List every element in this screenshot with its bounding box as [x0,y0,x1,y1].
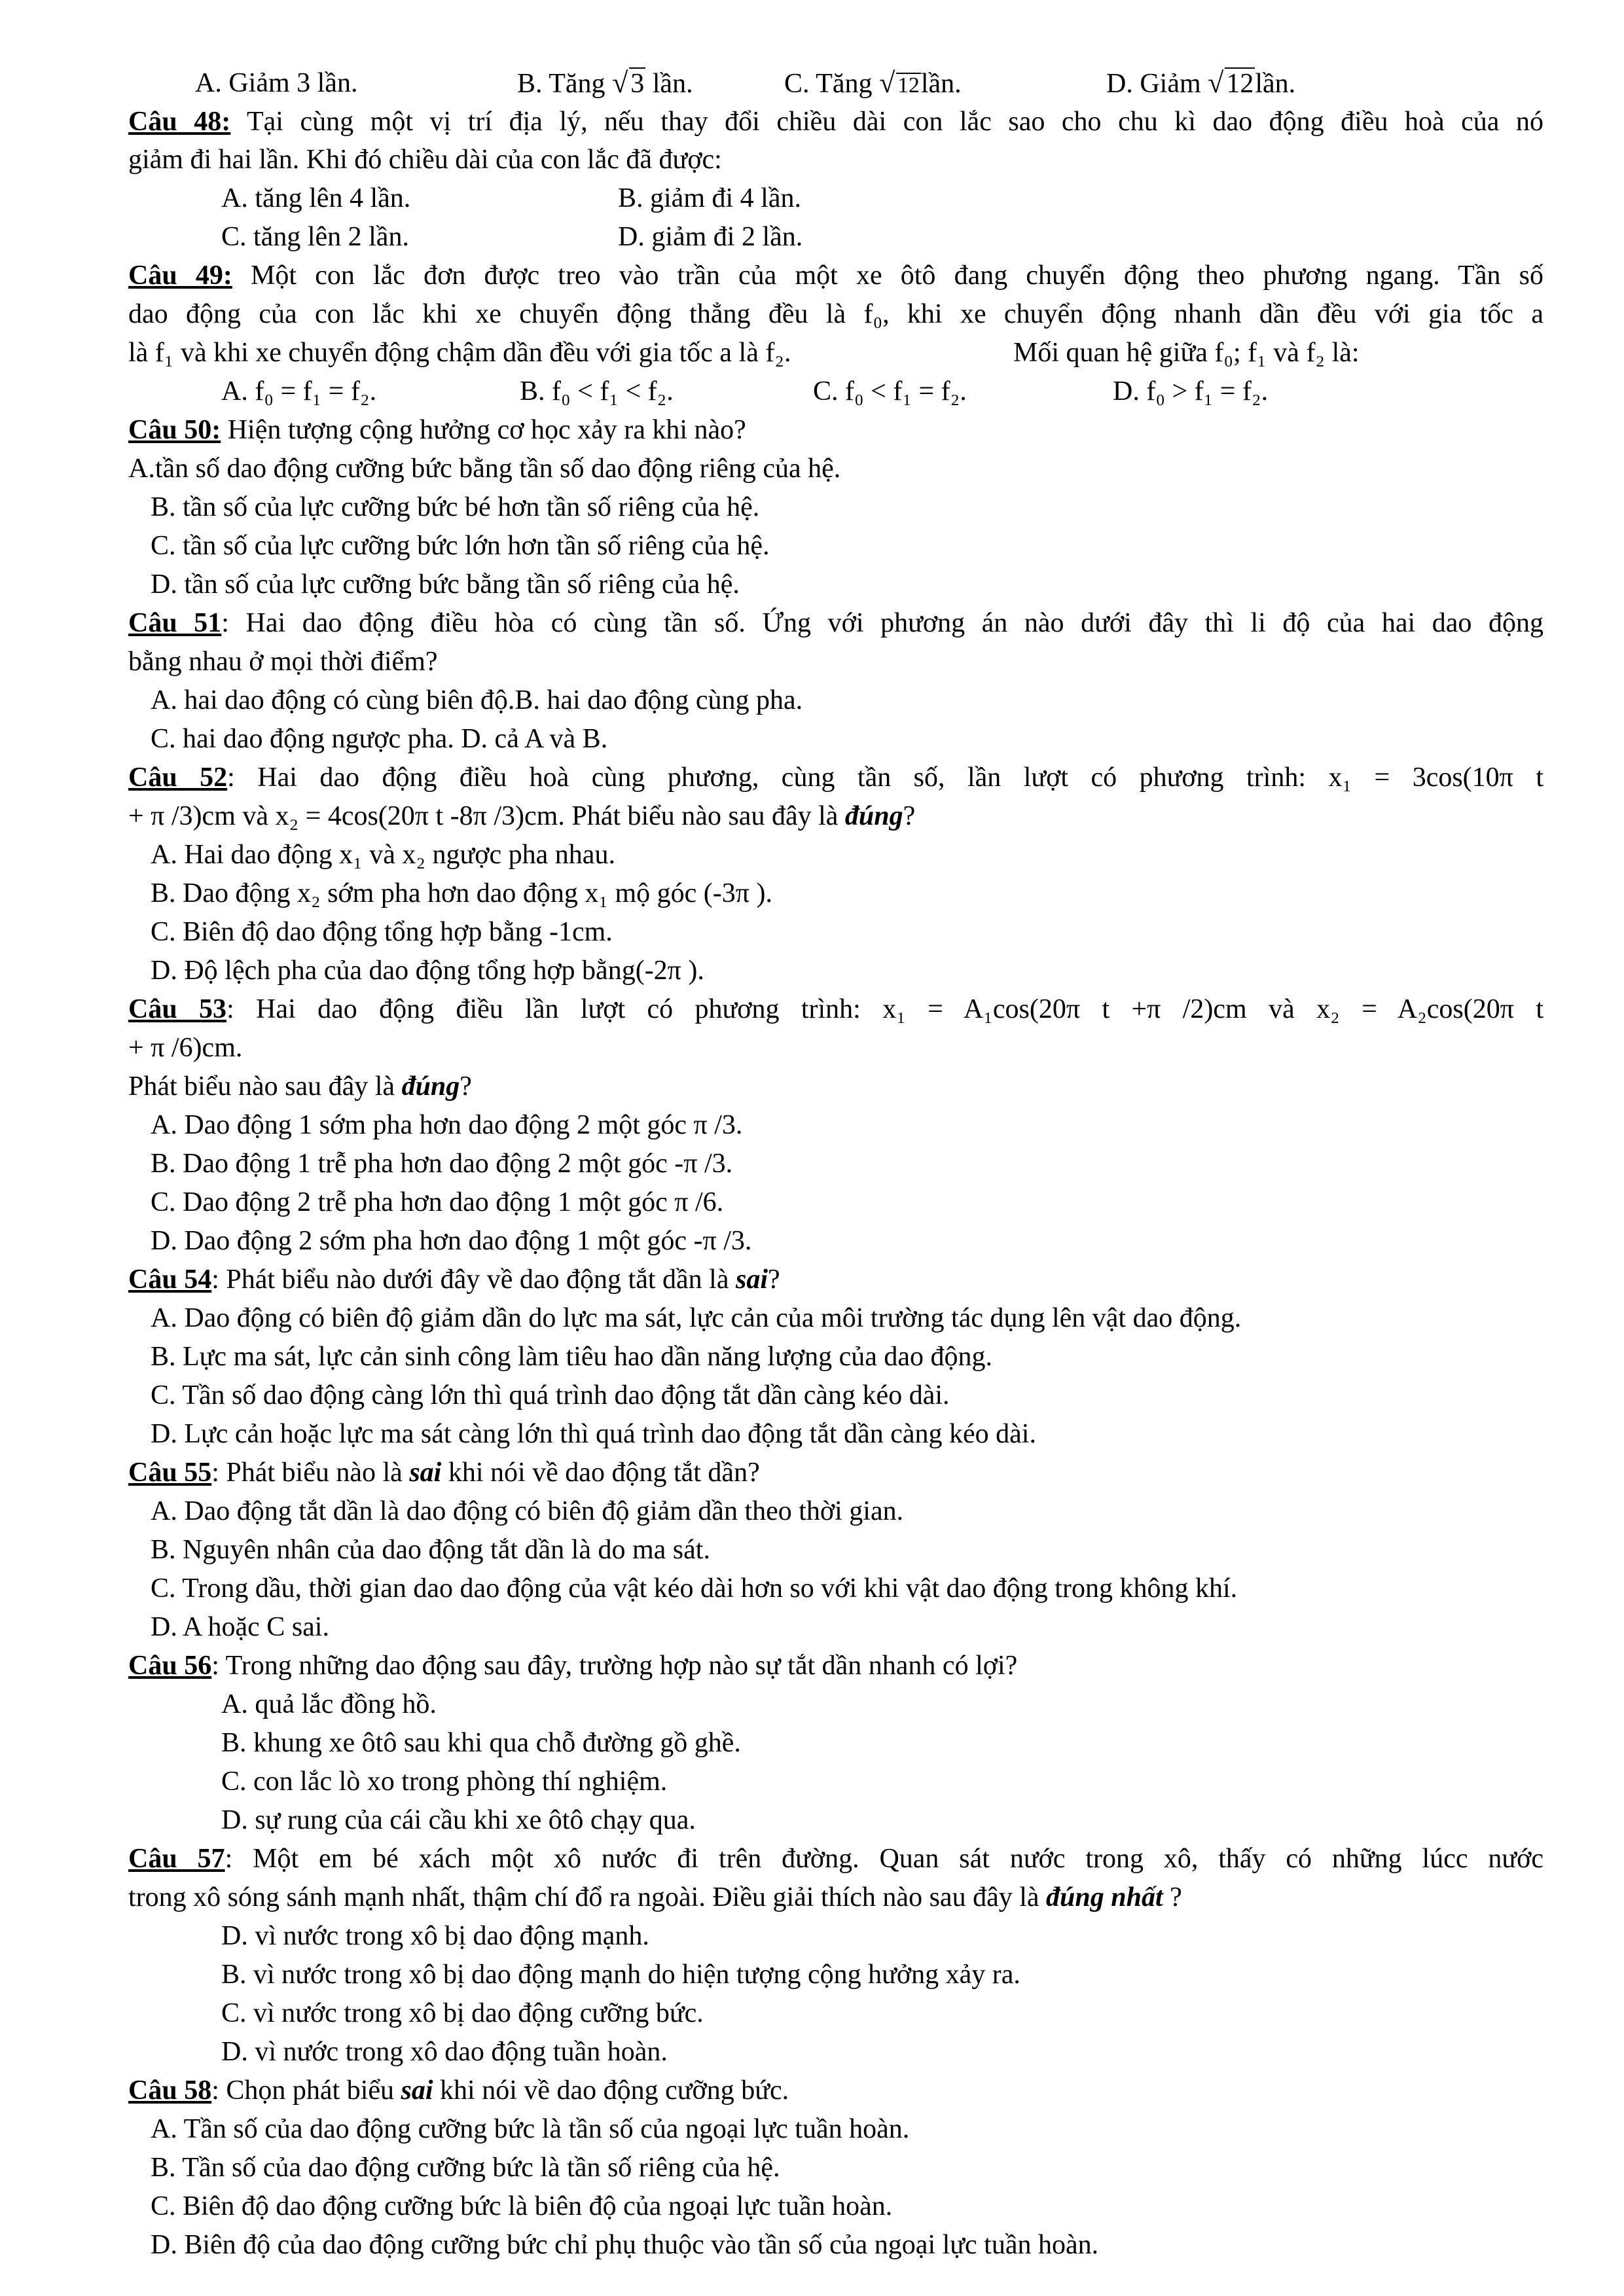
q53-option-c: C. Dao động 2 trễ pha hơn dao động 1 một góc π /6. [151,1187,724,1217]
q55-option-b: B. Nguyên nhân của dao động tắt dần là do ma sát. [151,1535,710,1565]
q56-label: Câu 56 [128,1651,212,1681]
q53-line-3: Phát biểu nào sau đây là đúng? [128,1071,472,1102]
q58-option-d: D. Biên độ của dao động cưỡng bức chỉ phụ thuộc vào tần số của ngoại lực tuần hoàn. [151,2230,1099,2260]
q55-option-d: D. A hoặc C sai. [151,1612,329,1642]
q54-option-b: B. Lực ma sát, lực cản sinh công làm tiêu hao dần năng lượng của dao động. [151,1342,993,1372]
q52-option-d: D. Độ lệch pha của dao động tổng hợp bằng(-2π ). [151,956,704,986]
q49-option-a: A. f₀ = f₁ = f₂. [221,376,377,406]
q53-option-d: D. Dao động 2 sớm pha hơn dao động 1 một góc -π /3. [151,1226,752,1256]
q52-line-2: + π /3)cm và x₂ = 4cos(20π t -8π /3)cm. Phát biểu nào sau đây là đúng? [128,801,916,831]
q50-option-c: C. tần số của lực cưỡng bức lớn hơn tần số riêng của hệ. [151,531,770,561]
q51-line-1: Câu 51: Hai dao động điều hòa có cùng tần số. Ứng với phương án nào dưới đây thì li độ của hai dao động [128,608,1543,638]
q49-option-b: B. f₀ < f₁ < f₂. [520,376,674,406]
q56-option-c: C. con lắc lò xo trong phòng thí nghiệm. [221,1767,668,1797]
q49-line-2: dao động của con lắc khi xe chuyển động thẳng đều là f₀, khi xe chuyển động nhanh dần đều với gia tốc a [128,299,1543,329]
q56-question: Câu 56: Trong những dao động sau đây, trường hợp nào sự tắt dần nhanh có lợi? [128,1651,1018,1681]
q50-option-d: D. tần số của lực cưỡng bức bằng tần số riêng của hệ. [151,569,740,600]
q58-question: Câu 58: Chọn phát biểu sai khi nói về dao động cưỡng bức. [128,2075,789,2106]
q53-line-2: + π /6)cm. [128,1033,243,1063]
q58-option-b: B. Tần số của dao động cưỡng bức là tần số riêng của hệ. [151,2153,780,2183]
header-option-d: D. Giảm √12lần. [1106,67,1296,99]
q52-option-a: A. Hai dao động x₁ và x₂ ngược pha nhau. [151,840,615,870]
q48-option-a: A. tăng lên 4 lần. [221,183,411,213]
q54-option-c: C. Tần số dao động càng lớn thì quá trình dao động tắt dần càng kéo dài. [151,1380,950,1410]
q50-question: Câu 50: Hiện tượng cộng hưởng cơ học xảy ra khi nào? [128,415,746,445]
q53-option-a: A. Dao động 1 sớm pha hơn dao động 2 một góc π /3. [151,1110,743,1140]
q53-label: Câu 53 [128,994,227,1024]
q51-line-2: bằng nhau ở mọi thời điểm? [128,647,438,677]
q53-line-1: Câu 53: Hai dao động điều lần lượt có phương trình: x₁ = A₁cos(20π t +π /2)cm và x₂ = A₂cos(20π t [128,994,1543,1024]
q51-option-ab: A. hai dao động có cùng biên độ.B. hai dao động cùng pha. [151,685,803,715]
header-option-b: B. Tăng √3 lần. [517,67,693,99]
header-option-c: C. Tăng √ 12lần. [784,67,962,99]
q56-option-d: D. sự rung của cái cầu khi xe ôtô chạy qua. [221,1805,696,1835]
q50-option-a: A.tần số dao động cưỡng bức bằng tần số dao động riêng của hệ. [128,454,841,484]
q54-option-d: D. Lực cản hoặc lực ma sát càng lớn thì quá trình dao động tắt dần càng kéo dài. [151,1419,1036,1449]
q50-option-b: B. tần số của lực cưỡng bức bé hơn tần số riêng của hệ. [151,492,760,522]
q54-label: Câu 54 [128,1265,212,1295]
q57-option-3: C. vì nước trong xô bị dao động cưỡng bức. [221,1998,704,2028]
q48-line-2: giảm đi hai lần. Khi đó chiều dài của con lắc đã được: [128,145,722,175]
q57-option-2: B. vì nước trong xô bị dao động mạnh do hiện tượng cộng hưởng xảy ra. [221,1960,1020,1990]
q51-option-cd: C. hai dao động ngược pha. D. cả A và B. [151,724,608,754]
q55-option-c: C. Trong dầu, thời gian dao dao động của vật kéo dài hơn so với khi vật dao động trong không khí. [151,1573,1238,1604]
q58-option-a: A. Tần số của dao động cưỡng bức là tần số của ngoại lực tuần hoàn. [151,2114,910,2144]
q48-option-b: B. giảm đi 4 lần. [618,183,801,213]
q49-line-3b: Mối quan hệ giữa f₀; f₁ và f₂ là: [1013,338,1360,368]
q58-label: Câu 58 [128,2075,212,2106]
q52-line-1: Câu 52: Hai dao động điều hoà cùng phương, cùng tần số, lần lượt có phương trình: x₁ = 3cos(10π t [128,762,1543,793]
q49-line-1: Câu 49: Một con lắc đơn được treo vào trần của một xe ôtô đang chuyển động theo phương ngang. Tần số [128,260,1543,291]
q57-option-4: D. vì nước trong xô dao động tuần hoàn. [221,2037,668,2067]
q52-option-c: C. Biên độ dao động tổng hợp bằng -1cm. [151,917,613,947]
q55-label: Câu 55 [128,1458,212,1488]
q57-line-2: trong xô sóng sánh mạnh nhất, thậm chí đổ ra ngoài. Điều giải thích nào sau đây là đúng nhất ? [128,1882,1182,1912]
q56-option-a: A. quả lắc đồng hồ. [221,1689,437,1719]
q48-label: Câu 48: [128,107,231,137]
q55-question: Câu 55: Phát biểu nào là sai khi nói về dao động tắt dần? [128,1458,760,1488]
q55-option-a: A. Dao động tắt dần là dao động có biên độ giảm dần theo thời gian. [151,1496,904,1526]
q48-line-1: Câu 48: Tại cùng một vị trí địa lý, nếu thay đổi chiều dài con lắc sao cho chu kì dao động điều hoà của nó [128,107,1543,137]
q57-option-1: D. vì nước trong xô bị dao động mạnh. [221,1921,649,1951]
q54-question: Câu 54: Phát biểu nào dưới đây về dao động tắt dần là sai? [128,1265,780,1295]
q52-label: Câu 52 [128,762,228,793]
q56-option-b: B. khung xe ôtô sau khi qua chỗ đường gồ ghề. [221,1728,741,1758]
q49-line-3a: là f₁ và khi xe chuyển động chậm dần đều với gia tốc a là f₂. [128,338,791,368]
q50-label: Câu 50: [128,415,221,445]
q58-option-c: C. Biên độ dao động cưỡng bức là biên độ của ngoại lực tuần hoàn. [151,2191,893,2221]
q52-option-b: B. Dao động x₂ sớm pha hơn dao động x₁ mộ góc (-3π ). [151,878,772,908]
q48-option-d: D. giảm đi 2 lần. [618,222,803,252]
q49-option-c: C. f₀ < f₁ = f₂. [813,376,967,406]
q49-label: Câu 49: [128,260,232,291]
q49-option-d: D. f₀ > f₁ = f₂. [1113,376,1269,406]
q51-label: Câu 51 [128,608,222,638]
q57-line-1: Câu 57: Một em bé xách một xô nước đi trên đường. Quan sát nước trong xô, thấy có những lúcc nước [128,1844,1543,1874]
q54-option-a: A. Dao động có biên độ giảm dần do lực ma sát, lực cản của môi trường tác dụng lên vật dao động. [151,1303,1242,1333]
q57-label: Câu 57 [128,1844,225,1874]
q53-option-b: B. Dao động 1 trễ pha hơn dao động 2 một góc -π /3. [151,1149,733,1179]
q48-option-c: C. tăng lên 2 lần. [221,222,409,252]
header-option-a: A. Giảm 3 lần. [195,68,358,98]
